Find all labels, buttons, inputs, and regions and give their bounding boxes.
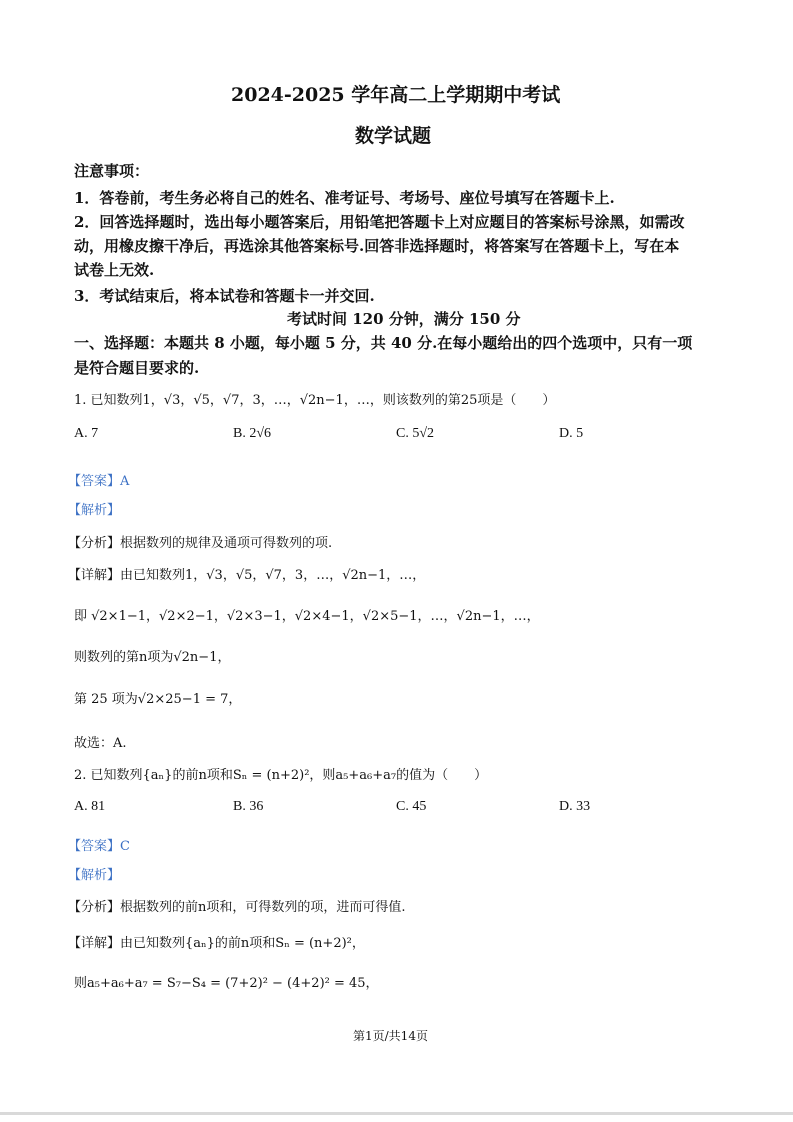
q2-answer: 【答案】C [68,839,130,854]
notice-item: 2．回答选择题时，选出每小题答案后，用铅笔把答题卡上对应题目的答案标号涂黑，如需改 [74,213,685,231]
q1-step: 第 25 项为√2×25−1 = 7， [74,692,242,707]
q1-fenxi: 【分析】根据数列的规律及通项可得数列的项. [68,536,333,551]
exam-time: 考试时间 120 分钟，满分 150 分 [287,310,521,328]
page-title: 2024-2025 学年高二上学期期中考试 [231,84,561,106]
q1-step: 则数列的第n项为√2n−1， [74,650,231,665]
notice-item: 试卷上无效. [74,261,155,279]
q1-analysis-label: 【解析】 [68,503,121,518]
section-heading: 是符合题目要求的. [74,359,200,377]
page-bottom-divider [0,1112,793,1115]
q1-answer: 【答案】A [68,474,130,489]
q2-step: 则a₅+a₆+a₇ = S₇−S₄ = (7+2)² − (4+2)² = 45， [74,976,379,991]
q1-conclusion: 故选：A. [74,736,127,751]
q2-option-b: B. 36 [233,799,264,814]
q1-option-d: D. 5 [559,426,584,441]
page-subtitle: 数学试题 [355,125,432,147]
q1-xiangjie: 【详解】由已知数列1，√3，√5，√7，3，…，√2n−1，…， [68,568,426,583]
notice-heading: 注意事项： [74,162,150,180]
q1-option-a: A. 7 [74,426,99,441]
section-heading: 一、选择题：本题共 8 小题，每小题 5 分，共 40 分.在每小题给出的四个选项中，只有一项 [74,334,693,352]
q1-option-b: B. 2√6 [233,426,272,441]
q2-analysis-label: 【解析】 [68,868,121,883]
q2-option-d: D. 33 [559,799,591,814]
q2-option-c: C. 45 [396,799,427,814]
q1-option-c: C. 5√2 [396,426,435,441]
notice-item: 3．考试结束后，将本试卷和答题卡一并交回. [74,287,375,305]
q2-xiangjie: 【详解】由已知数列{aₙ}的前n项和Sₙ = (n+2)²， [68,936,365,951]
question-2-stem: 2. 已知数列{aₙ}的前n项和Sₙ = (n+2)²，则a₅+a₆+a₇的值为（ ） [74,768,488,783]
question-1-stem: 1. 已知数列1，√3，√5，√7，3，…，√2n−1，…，则该数列的第25项是（ ） [74,393,556,408]
q1-step: 即 √2×1−1，√2×2−1，√2×3−1，√2×4−1，√2×5−1，…，√2n−1，…， [74,609,540,624]
q2-option-a: A. 81 [74,799,106,814]
notice-item: 动，用橡皮擦干净后，再选涂其他答案标号.回答非选择题时，将答案写在答题卡上，写在本 [74,237,680,255]
page-footer: 第1页/共14页 [353,1029,428,1043]
notice-item: 1．答卷前，考生务必将自己的姓名、准考证号、考场号、座位号填写在答题卡上. [74,189,615,207]
q2-fenxi: 【分析】根据数列的前n项和，可得数列的项，进而可得值. [68,900,406,915]
